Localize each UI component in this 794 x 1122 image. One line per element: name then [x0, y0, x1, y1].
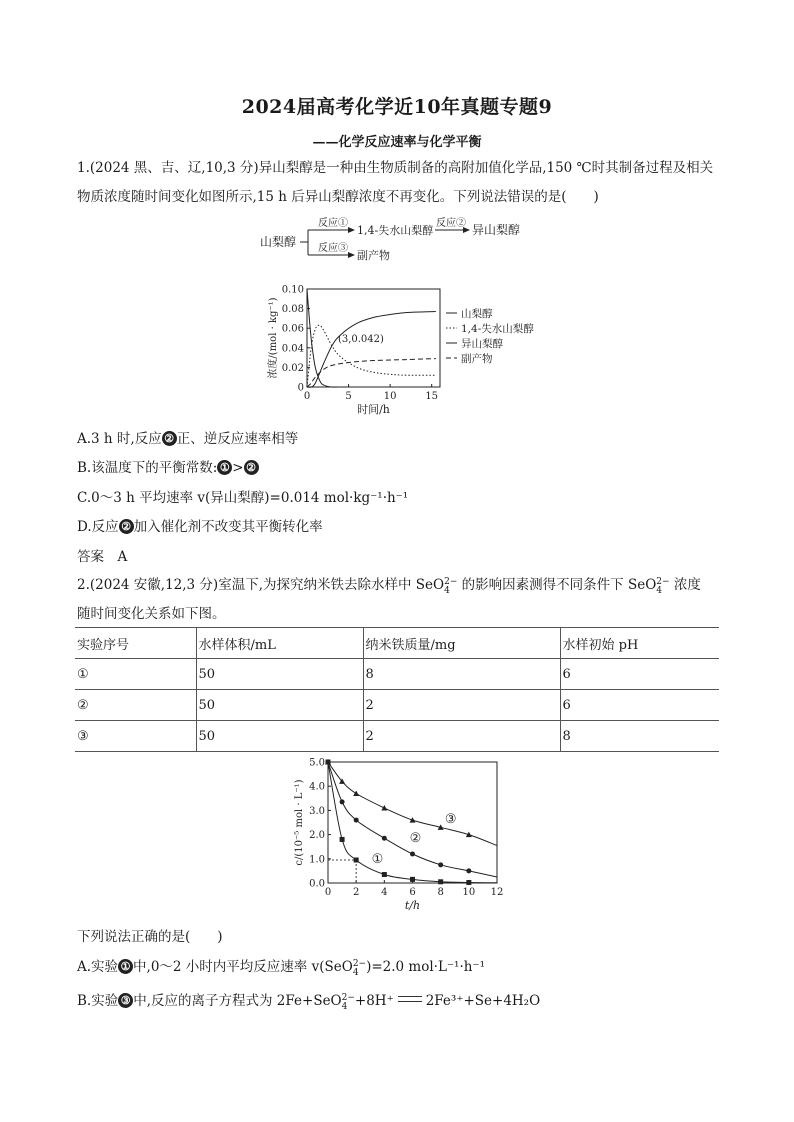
- y-tick-label: 5.0: [309, 757, 325, 769]
- y-tick-label: 0: [297, 382, 304, 394]
- q1-option-a[interactable]: [77, 427, 298, 447]
- y-tick-label: 3.0: [309, 805, 325, 817]
- document-title: 2024届高考化学近10年真题专题9: [241, 96, 553, 118]
- equals-sign: [398, 996, 422, 1002]
- y-tick-label: 0.02: [281, 362, 304, 374]
- data-point-circle: [354, 818, 359, 823]
- y-tick-label: 4.0: [309, 781, 325, 793]
- legend-label: 副产物: [461, 353, 493, 365]
- table-cell: 8: [560, 721, 719, 752]
- table-cell: 8: [363, 659, 560, 690]
- point-annotation: (3,0.042): [337, 333, 384, 345]
- q1-answer: 答案 A: [77, 549, 128, 565]
- y-tick-label: 0.08: [281, 304, 304, 316]
- data-point-triangle: [381, 805, 387, 811]
- series-line-3: [307, 312, 436, 388]
- q2-option-a-post: )=2.0 mol·L⁻¹·h⁻¹: [366, 959, 485, 975]
- table-cell: ①: [75, 659, 196, 690]
- scheme-r1: 反应①: [318, 218, 348, 229]
- scheme-start: 山梨醇: [260, 235, 297, 249]
- y-axis-label: c/(10⁻⁵ mol · L⁻¹): [294, 779, 305, 866]
- ion-subscript: 4: [341, 1002, 348, 1012]
- x-tick-label: 2: [352, 887, 360, 898]
- q1-option-a-pre: A.3 h 时,反应: [77, 431, 162, 447]
- series-label: ③: [444, 811, 457, 827]
- series-line-4: [307, 359, 436, 387]
- scheme-inter: 1,4-失水山梨醇: [357, 224, 434, 237]
- data-point-square: [466, 880, 471, 885]
- ion-subscript: 4: [352, 968, 359, 978]
- q2-option-a[interactable]: [77, 955, 485, 978]
- experiment-3-marker: ③: [118, 993, 133, 1008]
- series-label: ①: [371, 851, 384, 867]
- q2-option-b-pre: B.实验: [77, 993, 119, 1009]
- concentration-time-chart-1: [262, 280, 537, 415]
- concentration-time-chart-2: [290, 755, 510, 918]
- question-2-stem: [77, 571, 719, 629]
- q1-option-b-pre: B.该温度下的平衡常数:: [77, 460, 218, 476]
- y-tick-label: 0.06: [281, 323, 304, 335]
- x-tick-label: 12: [490, 887, 504, 898]
- table-cell: 50: [196, 690, 363, 721]
- q2-option-a-pre: A.实验: [77, 959, 119, 975]
- question-1-stem: 1.(2024 黑、吉、辽,10,3 分)异山梨醇是一种由生物质制备的高附加值化学品,150 ℃时其制备过程及相关物质浓度随时间变化如图所示,15 h 后异山梨醇浓度不再变化。下列说法错误的是( ): [77, 160, 714, 205]
- x-axis-label: 时间/h: [357, 403, 390, 415]
- table-cell: 2: [363, 721, 560, 752]
- ion-charge: 2−: [341, 993, 355, 1003]
- data-point-square: [340, 837, 345, 842]
- q1-option-c[interactable]: C.0～3 h 平均速率 v(异山梨醇)=0.014 mol·kg⁻¹·h⁻¹: [77, 490, 409, 506]
- data-point-triangle: [353, 790, 359, 796]
- series-line-1: [307, 289, 340, 387]
- table-row: [75, 690, 719, 721]
- table-cell: ③: [75, 721, 196, 752]
- selenate-ion: [342, 994, 355, 1012]
- y-tick-label: 0.04: [281, 343, 304, 355]
- document-subtitle: ——化学反应速率与化学平衡: [312, 135, 482, 150]
- data-point-circle: [438, 862, 443, 867]
- q2-option-b-mid: 中,反应的离子方程式为 2Fe+SeO: [133, 993, 342, 1009]
- y-axis-label: 浓度/(mol · kg⁻¹): [268, 297, 279, 379]
- table-cell: 6: [560, 690, 719, 721]
- scheme-r3: 反应③: [318, 243, 348, 254]
- table-cell: ②: [75, 690, 196, 721]
- ion-charge: 2−: [352, 959, 367, 969]
- q2-stem-part2: 的影响因素测得不同条件下 SeO: [457, 577, 657, 593]
- selenate-ion: [656, 578, 669, 596]
- q2-option-b-mid2: +8H⁺: [354, 993, 394, 1009]
- reaction-1-marker: ①: [217, 460, 232, 475]
- table-header: 实验序号: [75, 628, 196, 659]
- reaction-2-marker: ②: [244, 460, 259, 475]
- data-point-circle: [410, 851, 415, 856]
- selenate-ion: [353, 960, 366, 978]
- experiment-1-marker: ①: [118, 959, 133, 974]
- table-cell: 6: [560, 659, 719, 690]
- q2-stem-part3: 浓度: [669, 577, 701, 593]
- x-tick-label: 0: [324, 887, 332, 898]
- table-cell: 50: [196, 721, 363, 752]
- y-tick-label: 1.0: [309, 854, 325, 866]
- x-tick-label: 5: [345, 391, 352, 402]
- y-tick-label: 0.0: [309, 878, 325, 890]
- x-tick-label: 8: [437, 887, 444, 898]
- data-point-square: [382, 872, 387, 877]
- series-label: ②: [409, 831, 422, 847]
- x-tick-label: 15: [425, 391, 439, 402]
- x-tick-label: 6: [409, 887, 416, 898]
- q2-option-a-mid: 中,0～2 小时内平均反应速率 v(SeO: [133, 959, 353, 975]
- experiment-table: [75, 627, 719, 752]
- q1-option-b[interactable]: [77, 456, 259, 476]
- q1-option-a-post: 正、逆反应速率相等: [176, 431, 299, 447]
- x-tick-label: 10: [462, 887, 476, 898]
- data-point-square: [438, 879, 443, 884]
- q2-stem-part4: 随时间变化关系如下图。: [77, 606, 226, 622]
- x-tick-label: 0: [303, 391, 311, 402]
- data-point-square: [410, 877, 415, 882]
- data-point-circle: [466, 868, 471, 873]
- q1-option-d[interactable]: [77, 515, 323, 535]
- data-point-square: [354, 858, 359, 863]
- scheme-r2: 反应②: [436, 218, 466, 229]
- ion-subscript: 4: [444, 586, 450, 596]
- q2-option-b[interactable]: [77, 989, 540, 1012]
- table-header: 水样体积/mL: [196, 628, 363, 659]
- table-row: [75, 721, 719, 752]
- q2-option-b-post: 2Fe³⁺+Se+4H₂O: [425, 993, 541, 1009]
- legend-label: 异山梨醇: [461, 338, 503, 350]
- reaction-2-marker: ②: [162, 431, 177, 446]
- y-tick-label: 0.10: [281, 284, 304, 296]
- table-header-row: [75, 628, 719, 659]
- data-point-circle: [340, 799, 345, 804]
- scheme-product: 异山梨醇: [472, 223, 521, 237]
- table-cell: 50: [196, 659, 363, 690]
- q2-stem-part1: 2.(2024 安徽,12,3 分)室温下,为探究纳米铁去除水样中 SeO: [77, 577, 445, 593]
- y-tick-label: 2.0: [309, 830, 325, 842]
- table-row: [75, 659, 719, 690]
- table-header: 纳米铁质量/mg: [363, 628, 560, 659]
- q1-option-b-gt: >: [232, 460, 244, 476]
- ion-charge: 2−: [444, 577, 458, 587]
- legend-label: 山梨醇: [461, 308, 493, 320]
- ion-charge: 2−: [656, 577, 670, 587]
- q2-prompt: 下列说法正确的是( ): [77, 929, 223, 945]
- x-axis-label: t/h: [404, 899, 421, 912]
- legend-label: 1,4-失水山梨醇: [461, 323, 534, 335]
- scheme-side: 副产物: [357, 249, 390, 262]
- reaction-2-marker: ②: [119, 519, 134, 534]
- table-header: 水样初始 pH: [560, 628, 719, 659]
- x-tick-label: 4: [381, 887, 388, 898]
- selenate-ion: [444, 578, 457, 596]
- table-cell: 2: [363, 690, 560, 721]
- q1-option-d-pre: D.反应: [77, 519, 119, 535]
- data-point-circle: [382, 836, 387, 841]
- reaction-scheme: [260, 215, 530, 267]
- q1-option-d-post: 加入催化剂不改变其平衡转化率: [133, 519, 323, 535]
- ion-subscript: 4: [656, 586, 662, 596]
- x-tick-label: 10: [383, 391, 397, 402]
